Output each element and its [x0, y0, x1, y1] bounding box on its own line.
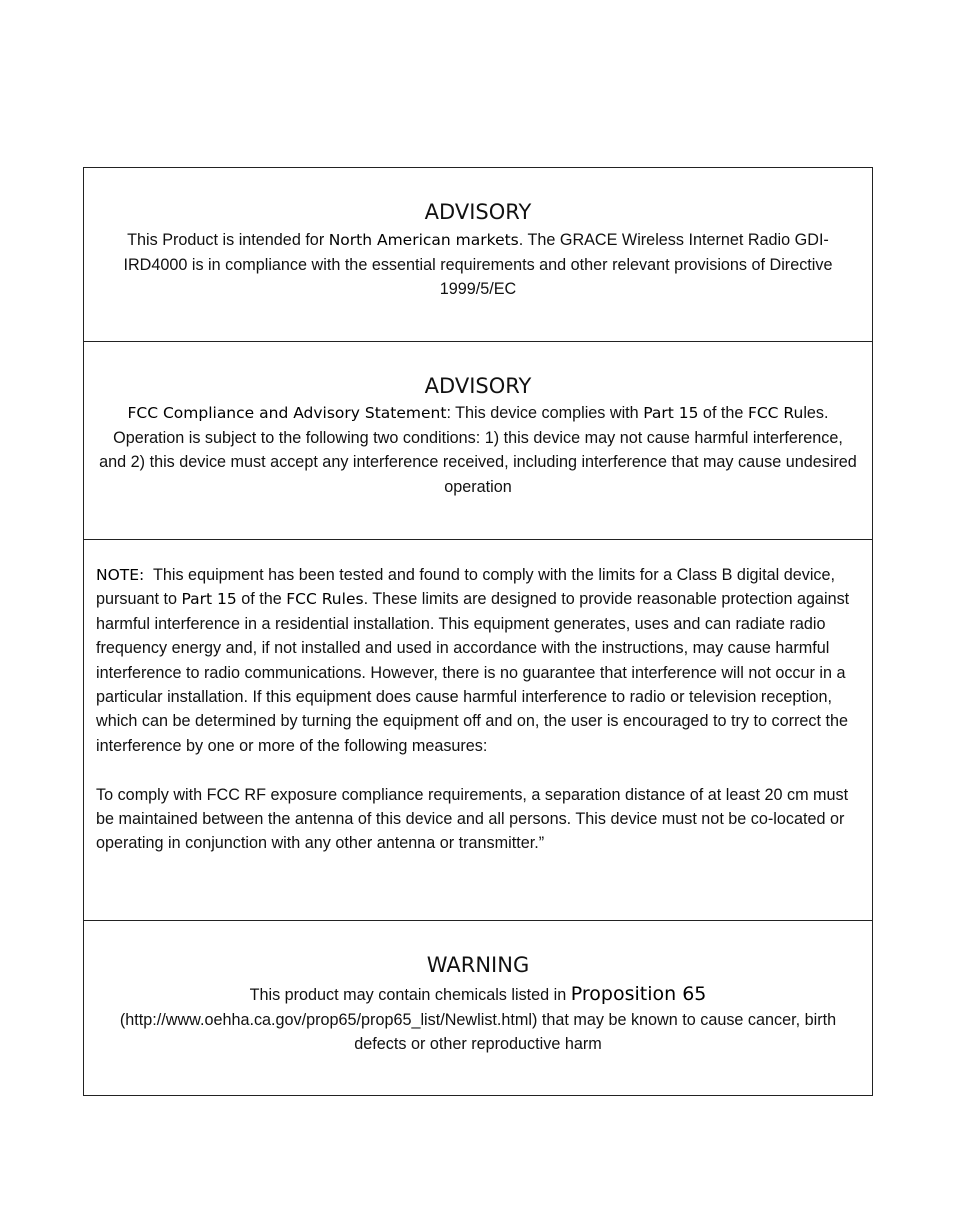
note-body — [96, 563, 862, 856]
advisory-heading: ADVISORY — [424, 374, 532, 398]
emphasis-north-american-markets: North American markets — [328, 231, 519, 249]
text-run: of the — [236, 590, 287, 609]
rf-exposure-paragraph: To comply with FCC RF exposure compliance requirements, a separation distance of at least 20 cm must be maintained between the antenna of this device and all persons. This device must not be co-located or operating in conjunction with any other antenna or transmitter.” — [96, 785, 849, 853]
warning-heading: WARNING — [426, 953, 530, 977]
advisory-section-markets — [84, 168, 872, 341]
note-label: NOTE: — [96, 566, 145, 584]
text-run: les. Operation is subject to the following two conditions: 1) this device may not cause harmful interference, and 2) this device must accept any interference received, including interference that may cause undesired operation — [99, 404, 857, 496]
emphasis-part-15: Part 15 — [181, 590, 237, 609]
advisory-markets-text — [84, 228, 872, 302]
emphasis-proposition-65: Proposition 65 — [570, 983, 707, 1005]
text-run: . The GRACE Wireless Internet Radio GDI-IRD4000 is in compliance with the essential requirements and other relevant provisions of Directive 1999/5/EC — [123, 231, 833, 298]
advisory-fcc-text — [84, 401, 872, 499]
emphasis-part-15: Part 15 — [643, 404, 699, 422]
emphasis-fcc-statement: FCC Compliance and Advisory Statement — [127, 404, 447, 422]
text-run: This equipment has been tested and found to comply with the limits for a Class B digital device, pursuant to — [96, 566, 840, 609]
text-run: : This device complies with — [446, 404, 644, 422]
emphasis-fcc-rules: FCC Ru — [747, 404, 804, 422]
text-run: of the — [698, 404, 748, 422]
text-run: This Product is intended for — [127, 231, 329, 249]
notice-frame — [83, 167, 873, 1096]
advisory-heading: ADVISORY — [424, 200, 532, 224]
warning-text — [84, 982, 872, 1057]
note-paragraph — [96, 563, 862, 758]
text-run: This product may contain chemicals listed in — [249, 986, 571, 1004]
text-run: (http://www.oehha.ca.gov/prop65/prop65_list/Newlist.html) that may be known to cause cancer, birth defects or other reproductive harm — [119, 1010, 837, 1053]
advisory-section-fcc — [84, 341, 872, 539]
warning-section — [84, 920, 872, 1096]
emphasis-fcc-rules: FCC Rules — [286, 590, 364, 609]
text-run: . These limits are designed to provide reasonable protection against harmful interference in a residential installation. This equipment generates, uses and can radiate radio frequency energy and, if not installed and used in accordance with the instructions, may cause harmful interference to radio communications. However, there is no guarantee that interference will not occur in a particular installation. If this equipment does cause harmful interference to radio or television reception, which can be determined by turning the equipment off and on, the user is encouraged to try to correct the interference by one or more of the following measures: — [96, 590, 850, 755]
note-section — [84, 539, 872, 920]
